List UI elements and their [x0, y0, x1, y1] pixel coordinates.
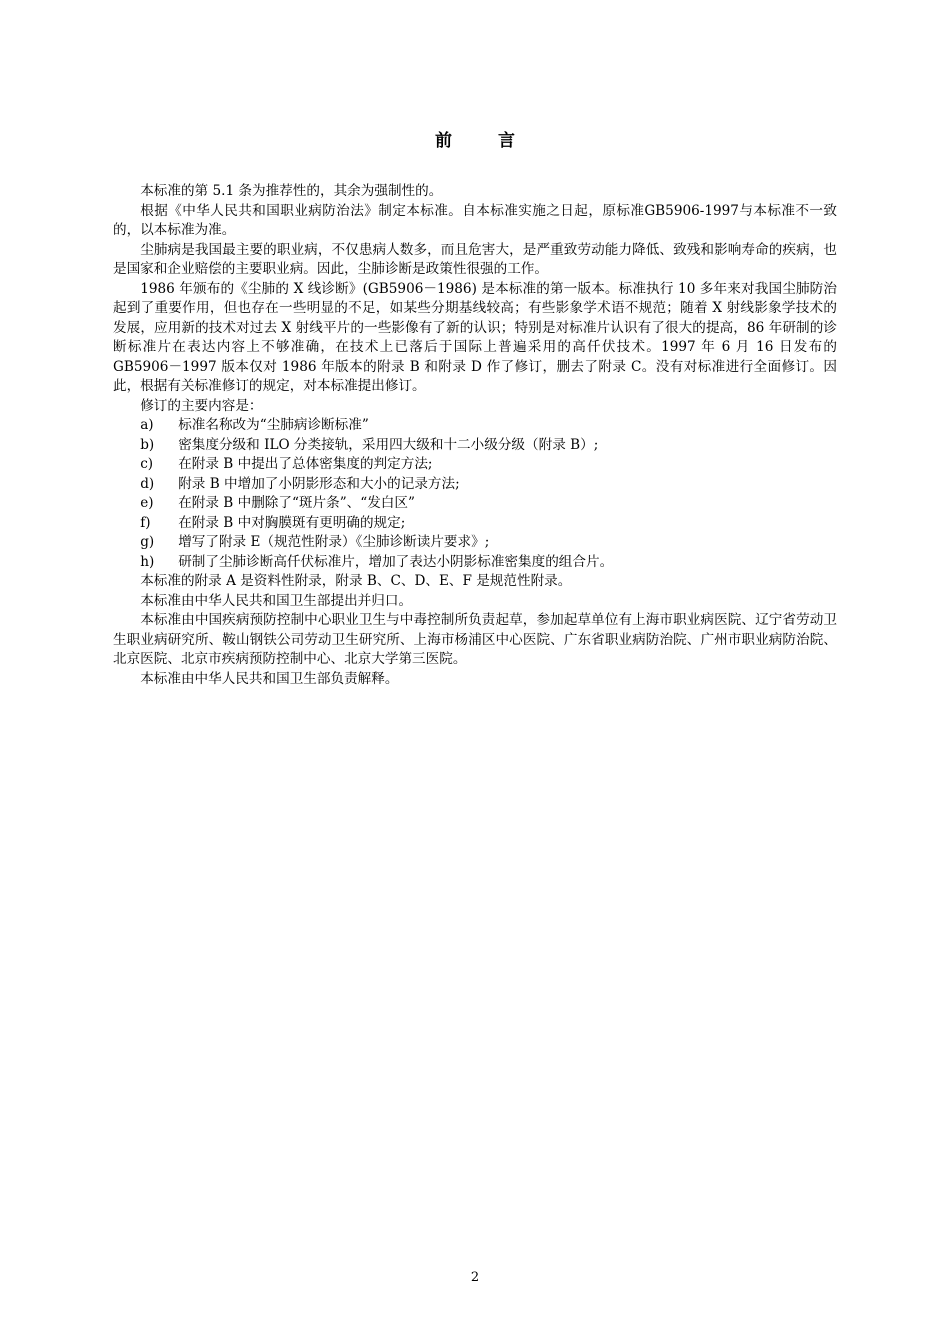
list-item [113, 514, 837, 534]
list-item [113, 494, 837, 514]
list-item-text: 在附录 B 中删除了“斑片条”、“发白区” [178, 495, 415, 511]
paragraph-drafters: 本标准由中国疾病预防控制中心职业卫生与中毒控制所负责起草，参加起草单位有上海市职业病医院、辽宁省劳动卫生职业病研究所、鞍山钢铁公司劳动卫生研究所、上海市杨浦区中心医院、广东省职业病防治院、广州市职业病防治院、北京医院、北京市疾病预防控制中心、北京大学第三医院。 [113, 612, 837, 667]
list-item-label: c) [140, 456, 154, 472]
document-body [113, 182, 837, 689]
list-item [113, 455, 837, 475]
list-item [113, 553, 837, 573]
paragraph-basis: 根据《中华人民共和国职业病防治法》制定本标准。自本标准实施之日起，原标准GB5906-1997与本标准不一致的，以本标准为准。 [113, 202, 837, 238]
list-item-text: 附录 B 中增加了小阴影形态和大小的记录方法; [178, 475, 460, 492]
paragraph-appendix-note: 本标准的附录 A 是资料性附录，附录 B、C、D、E、F 是规范性附录。 [140, 573, 572, 589]
list-item-label: g) [140, 534, 155, 550]
list-item [113, 533, 837, 553]
paragraph-background: 尘肺病是我国最主要的职业病，不仅患病人数多，而且危害大，是严重致劳动能力降低、致残和影响寿命的疾病，也是国家和企业赔偿的主要职业病。因此，尘肺诊断是政策性很强的工作。 [113, 241, 837, 277]
list-item [113, 475, 837, 495]
list-item-label: a) [140, 417, 154, 433]
list-item-text: 增写了附录 E（规范性附录）《尘肺诊断读片要求》; [178, 534, 490, 550]
list-item-label: e) [140, 495, 154, 511]
list-item-label: h) [140, 553, 155, 570]
list-item-label: d) [140, 475, 155, 492]
list-item [113, 436, 837, 456]
paragraph-history: 1986 年颁布的《尘肺的 X 线诊断》(GB5906－1986) 是本标准的第一版本。标准执行 10 多年来对我国尘肺防治起到了重要作用，但也存在一些明显的不足，如某些分期基线较高；有些影象学术语不规范；随着 X 射线影象学技术的发展，应用新的技术对过去 X 射线平片的一些影像有了新的认识；特别是对标准片认识有了很大的提高，86 年研制的诊断标准片在表达内容上不够准确，在技术上已落后于国际上普遍采用的高仟伏技术。1997 年 6 月 16 日发布的 GB5906－1997 版本仅对 1986 年版本的附录 B 和附录 D 作了修订，删去了附录 C。没有对标准进行全面修订。因此，根据有关标准修订的规定，对本标准提出修订。 [113, 280, 837, 394]
paragraph-interpretation: 本标准由中华人民共和国卫生部负责解释。 [140, 670, 399, 687]
list-item-text: 密集度分级和 ILO 分类接轨，采用四大级和十二小级分级（附录 B）; [178, 436, 599, 453]
list-item-label: f) [140, 514, 151, 531]
paragraph-proposer: 本标准由中华人民共和国卫生部提出并归口。 [140, 592, 413, 609]
list-item-text: 在附录 B 中提出了总体密集度的判定方法; [178, 456, 433, 472]
list-item [113, 416, 837, 436]
paragraph-clause: 本标准的第 5.1 条为推荐性的，其余为强制性的。 [140, 183, 443, 199]
paragraph-revision-intro: 修订的主要内容是： [140, 397, 263, 414]
page-number: 2 [470, 1270, 480, 1285]
list-item-text: 标准名称改为“尘肺病诊断标准” [178, 417, 369, 433]
list-item-text: 在附录 B 中对胸膜斑有更明确的规定; [178, 514, 406, 531]
list-item-text: 研制了尘肺诊断高仟伏标准片，增加了表达小阴影标准密集度的组合片。 [178, 553, 614, 570]
page-title: 前 言 [435, 131, 535, 151]
list-item-label: b) [140, 436, 155, 453]
